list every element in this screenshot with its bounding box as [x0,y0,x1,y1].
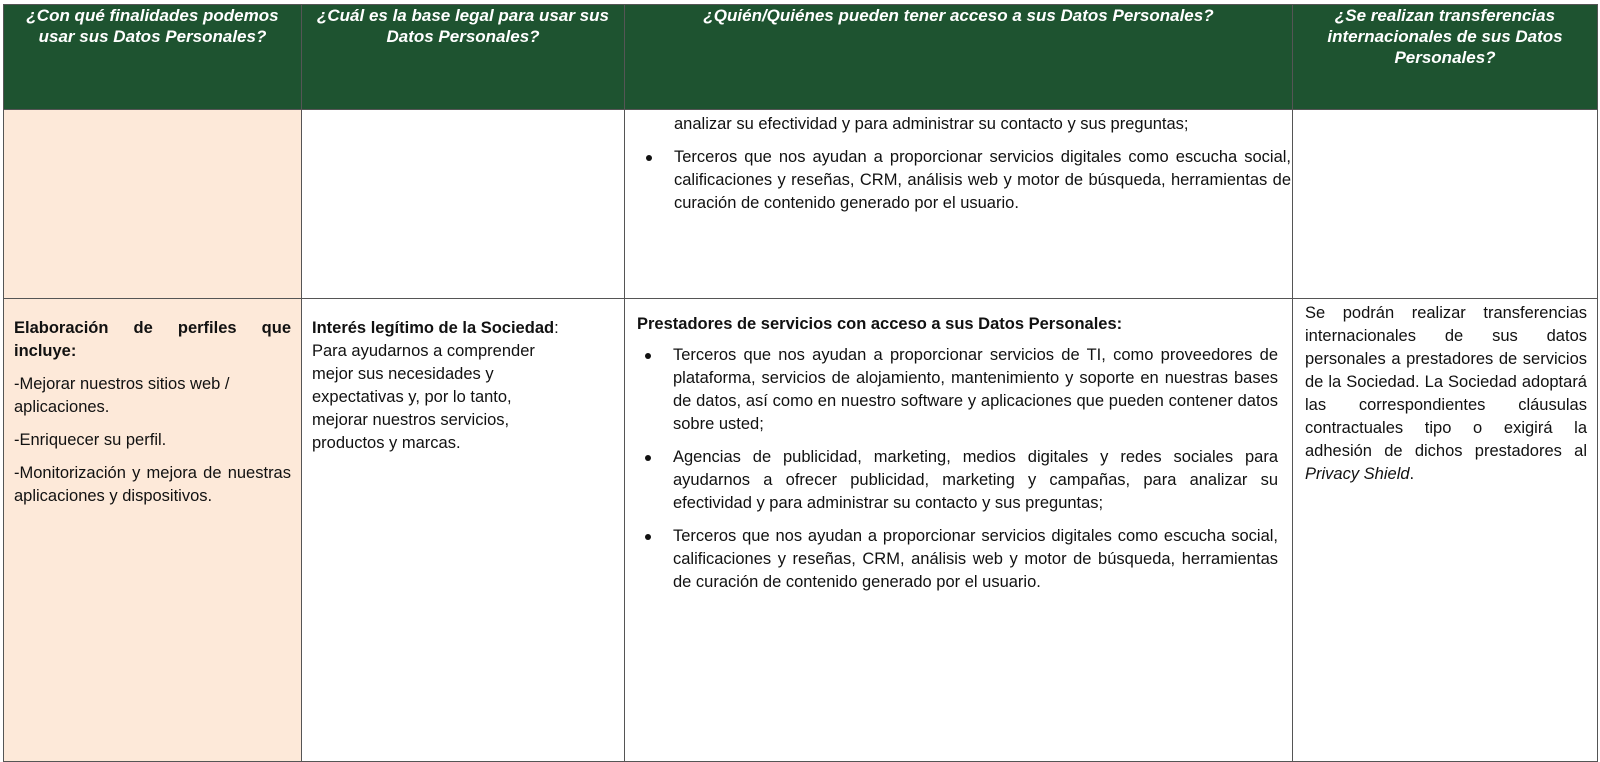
purpose-cell [4,110,302,299]
list-item [673,446,1278,515]
privacy-shield-term: Privacy Shield [1305,465,1410,483]
purpose-item: -Monitorización y mejora de nuestras aplicaciones y dispositivos. [14,464,291,505]
access-cell [625,299,1293,762]
transfer-text: Se podrán realizar transferencias internacionales de sus datos personales a prestadores de servicios de la Sociedad. La Sociedad adoptará las correspondientes cláusulas contractuales tipo o exigirá la adhesión de dichos prestadores al [1305,304,1587,460]
list-item [673,344,1278,436]
purpose-cell [4,299,302,762]
legal-basis-cell [302,299,625,762]
header-legal-basis: ¿Cuál es la base legal para usar sus Datos Personales? [302,5,625,110]
access-list [626,113,1291,215]
header-transfers: ¿Se realizan transferencias internacionales de sus Datos Personales? [1293,5,1598,110]
list-item-text: Agencias de publicidad, marketing, medios digitales y redes sociales para ayudarnos a ofrecer publicidad, marketing y campañas, para analizar su efectividad y para administrar su contacto y sus preguntas; [673,448,1278,512]
list-item-text: Terceros que nos ayudan a proporcionar servicios digitales como escucha social, calificaciones y reseñas, CRM, análisis web y motor de búsqueda, herramientas de curación de contenido generado por el usuario. [673,527,1278,591]
list-item [674,113,1291,136]
header-access: ¿Quién/Quiénes pueden tener acceso a sus Datos Personales? [625,5,1293,110]
bullet-icon [646,155,652,161]
table-row [4,110,1598,299]
access-cell [625,110,1293,299]
privacy-table [3,4,1598,762]
access-list [637,344,1278,594]
access-title: Prestadores de servicios con acceso a sus Datos Personales: [637,315,1123,333]
bullet-icon [645,353,651,359]
purpose-item: -Mejorar nuestros sitios web / aplicaciones. [14,375,230,416]
list-item-text: Terceros que nos ayudan a proporcionar servicios digitales como escucha social, calificaciones y reseñas, CRM, análisis web y motor de búsqueda, herramientas de curación de contenido generado por el usuario. [674,148,1291,212]
legal-basis-colon: : [554,319,559,337]
purpose-title: Elaboración de perfiles que incluye: [14,319,291,360]
legal-basis-text: Para ayudarnos a comprender mejor sus necesidades y expectativas y, por lo tanto, mejorar nuestros servicios, productos y marcas. [312,342,535,452]
transfer-text-end: . [1409,465,1415,483]
header-row [4,5,1598,110]
legal-basis-cell [302,110,625,299]
legal-basis-title-line [312,317,616,340]
list-item [673,525,1278,594]
transfer-text-block [1305,302,1587,486]
legal-basis-title: Interés legítimo de la Sociedad [312,319,555,337]
bullet-icon [645,455,651,461]
list-item-text: Terceros que nos ayudan a proporcionar servicios de TI, como proveedores de plataforma, servicios de alojamiento, mantenimiento y soporte en nuestras bases de datos, así como en nuestro software y aplicaciones que pueden contener datos sobre usted; [673,346,1278,433]
list-item-text: analizar su efectividad y para administrar su contacto y sus preguntas; [674,115,1189,133]
header-purposes: ¿Con qué finalidades podemos usar sus Datos Personales? [4,5,302,110]
table-row [4,299,1598,762]
list-item [674,146,1291,215]
purpose-item: -Enriquecer su perfil. [14,431,167,449]
transfer-cell [1293,110,1598,299]
bullet-icon [645,534,651,540]
transfer-cell [1293,299,1598,762]
